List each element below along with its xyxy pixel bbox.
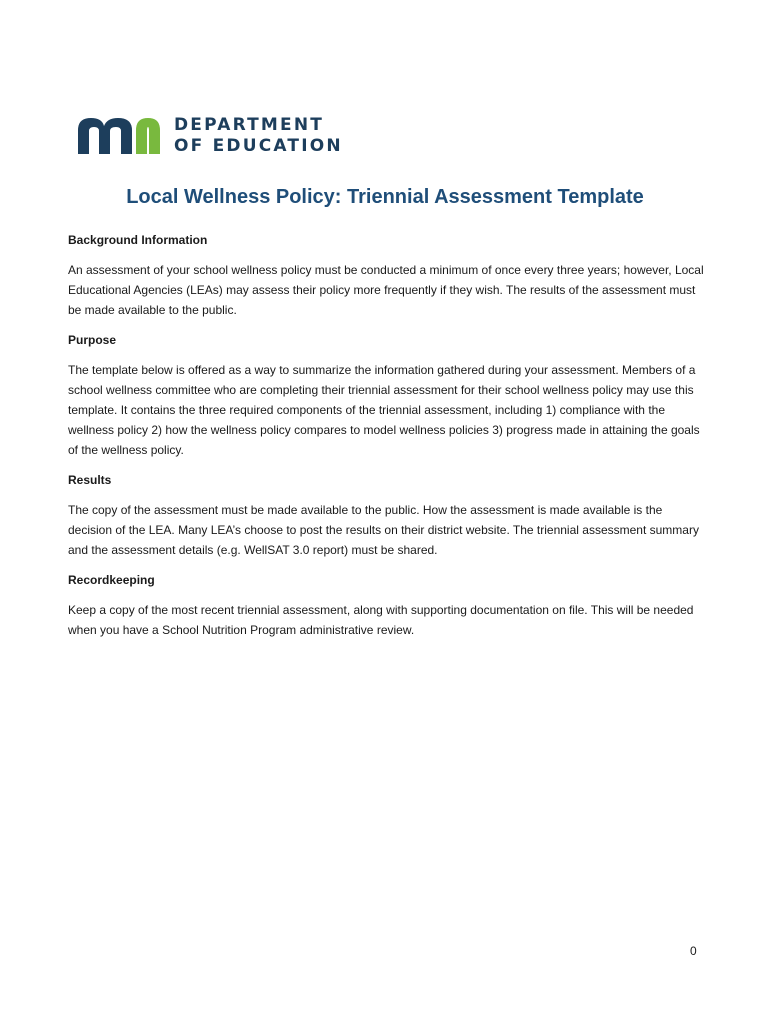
section-background [68,232,704,320]
section-heading: Purpose [68,333,117,347]
document-title: Local Wellness Policy: Triennial Assessment Template [126,186,644,208]
section-heading: Background Information [68,233,208,247]
section-recordkeeping [68,572,704,640]
logo-line-2: OF EDUCATION [174,136,343,156]
section-heading: Recordkeeping [68,573,155,587]
section-heading: Results [68,473,112,487]
department-logo [74,114,343,158]
section-paragraph: An assessment of your school wellness policy must be conducted a minimum of once every three years; however, Local Educational Agencies (LEAs) may assess their policy more frequently if they wish. The results of the assessment must be made available to the public. [68,263,704,317]
document-body [68,232,704,652]
page-number: 0 [690,944,697,958]
logo-line-1: DEPARTMENT [174,115,325,135]
section-paragraph: Keep a copy of the most recent triennial assessment, along with supporting documentation on file. This will be needed when you have a School Nutrition Program administrative review. [68,603,694,637]
section-paragraph: The copy of the assessment must be made available to the public. How the assessment is made available is the decision of the LEA. Many LEA’s choose to post the results on their district website. The triennial assessment summary and the assessment details (e.g. WellSAT 3.0 report) must be shared. [68,503,699,557]
section-results [68,472,704,560]
logo-text [174,115,343,157]
section-purpose [68,332,704,460]
section-paragraph: The template below is offered as a way to summarize the information gathered during your assessment. Members of a school wellness committee who are completing their triennial assessment for their school wellness policy may use this template. It contains the three required components of the triennial assessment, including 1) compliance with the wellness policy 2) how the wellness policy compares to model wellness policies 3) progress made in attaining the goals of the wellness policy. [68,363,700,457]
mn-logo-icon [74,114,162,158]
